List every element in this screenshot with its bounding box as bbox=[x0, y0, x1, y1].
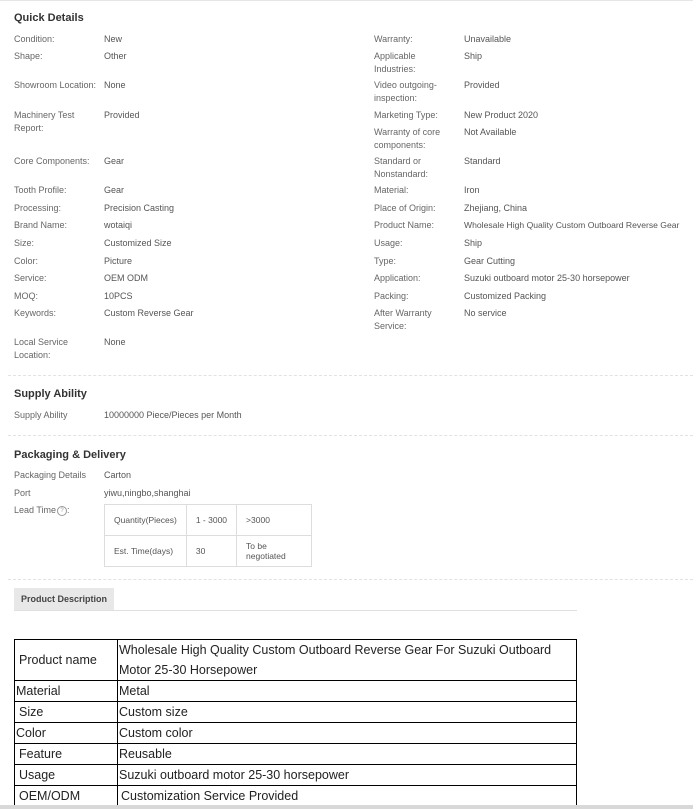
detail-label: After Warranty Service: bbox=[374, 308, 432, 331]
table-key: Feature bbox=[15, 744, 118, 765]
detail-label: Place of Origin: bbox=[374, 203, 436, 213]
detail-label: Size: bbox=[14, 238, 35, 248]
table-key: OEM/ODM bbox=[15, 786, 118, 807]
tab-underline bbox=[14, 610, 577, 611]
table-row bbox=[105, 505, 312, 536]
table-key: Material bbox=[15, 681, 118, 702]
detail-value: Gear bbox=[104, 156, 125, 166]
section-divider bbox=[8, 375, 693, 376]
lead-time-text: Lead Time bbox=[14, 505, 57, 515]
detail-label: Keywords: bbox=[14, 308, 57, 318]
section-divider bbox=[8, 579, 693, 580]
product-description-tab[interactable]: Product Description bbox=[14, 588, 114, 610]
detail-label: Product Name: bbox=[374, 220, 435, 230]
table-cell: To be negotiated bbox=[237, 536, 312, 567]
detail-value: Precision Casting bbox=[104, 203, 175, 213]
detail-label: Machinery Test Report: bbox=[14, 110, 75, 133]
detail-label: Condition: bbox=[14, 34, 55, 44]
table-cell: Est. Time(days) bbox=[105, 536, 187, 567]
table-row bbox=[15, 640, 577, 681]
detail-value: Picture bbox=[104, 256, 133, 266]
detail-value: Suzuki outboard motor 25-30 horsepower bbox=[464, 273, 630, 283]
table-value: Reusable bbox=[118, 744, 577, 765]
table-row bbox=[15, 702, 577, 723]
detail-value: Customized Packing bbox=[464, 291, 547, 301]
lead-time-colon: : bbox=[67, 505, 70, 515]
packaging-details-value: Carton bbox=[104, 470, 132, 480]
table-cell: >3000 bbox=[237, 505, 312, 536]
quick-details-title: Quick Details bbox=[14, 12, 84, 24]
detail-value: Other bbox=[104, 51, 127, 61]
table-value: Suzuki outboard motor 25-30 horsepower bbox=[118, 765, 577, 786]
detail-value: Provided bbox=[464, 80, 500, 90]
detail-value: Wholesale High Quality Custom Outboard Reverse Gear bbox=[464, 220, 680, 230]
detail-label: Packing: bbox=[374, 291, 409, 301]
detail-label: Showroom Location: bbox=[14, 80, 97, 90]
detail-value: Gear Cutting bbox=[464, 256, 516, 266]
supply-ability-label: Supply Ability bbox=[14, 410, 68, 420]
detail-value: OEM ODM bbox=[104, 273, 148, 283]
horizontal-scrollbar[interactable] bbox=[0, 805, 693, 809]
help-icon[interactable]: ? bbox=[57, 506, 67, 516]
table-value: Customization Service Provided bbox=[118, 786, 577, 807]
supply-ability-value: 10000000 Piece/Pieces per Month bbox=[104, 410, 242, 420]
detail-label: Standard or Nonstandard: bbox=[374, 156, 429, 179]
packaging-delivery-title: Packaging & Delivery bbox=[14, 449, 126, 461]
detail-label: Applicable Industries: bbox=[374, 51, 416, 74]
detail-label: Warranty: bbox=[374, 34, 413, 44]
detail-value: wotaiqi bbox=[104, 220, 133, 230]
product-description-table bbox=[14, 639, 577, 807]
table-row bbox=[105, 536, 312, 567]
table-row bbox=[15, 681, 577, 702]
table-cell: 1 - 3000 bbox=[186, 505, 236, 536]
detail-label: Core Components: bbox=[14, 156, 90, 166]
port-value: yiwu,ningbo,shanghai bbox=[104, 488, 191, 498]
detail-value: Ship bbox=[464, 51, 483, 61]
supply-ability-title: Supply Ability bbox=[14, 388, 87, 400]
table-value: Custom size bbox=[118, 702, 577, 723]
detail-value: Gear bbox=[104, 185, 125, 195]
detail-label: Service: bbox=[14, 273, 47, 283]
detail-value: No service bbox=[464, 308, 507, 318]
table-key: Color bbox=[15, 723, 118, 744]
detail-label: Color: bbox=[14, 256, 39, 266]
detail-label: Application: bbox=[374, 273, 421, 283]
detail-value: New bbox=[104, 34, 123, 44]
detail-value: Ship bbox=[464, 238, 483, 248]
table-key: Usage bbox=[15, 765, 118, 786]
table-cell: Quantity(Pieces) bbox=[105, 505, 187, 536]
table-value: Custom color bbox=[118, 723, 577, 744]
detail-value: None bbox=[104, 80, 126, 90]
lead-time-table bbox=[104, 504, 312, 567]
detail-value: Custom Reverse Gear bbox=[104, 308, 194, 318]
table-key: Size bbox=[15, 702, 118, 723]
table-row bbox=[15, 765, 577, 786]
section-divider bbox=[8, 435, 693, 436]
detail-label: Usage: bbox=[374, 238, 403, 248]
detail-label: Video outgoing-inspection: bbox=[374, 80, 437, 103]
table-key: Product name bbox=[15, 640, 118, 681]
top-divider bbox=[0, 0, 693, 1]
table-row bbox=[15, 723, 577, 744]
table-value: Metal bbox=[118, 681, 577, 702]
packaging-details-label: Packaging Details bbox=[14, 470, 87, 480]
detail-value: Zhejiang, China bbox=[464, 203, 528, 213]
detail-label: Warranty of core components: bbox=[374, 127, 441, 150]
detail-label: Tooth Profile: bbox=[14, 185, 67, 195]
table-cell: 30 bbox=[186, 536, 236, 567]
detail-value: New Product 2020 bbox=[464, 110, 539, 120]
detail-value: Customized Size bbox=[104, 238, 172, 248]
lead-time-label bbox=[14, 504, 100, 517]
port-label: Port bbox=[14, 488, 31, 498]
table-row bbox=[15, 786, 577, 807]
detail-label: Marketing Type: bbox=[374, 110, 438, 120]
detail-label: Processing: bbox=[14, 203, 62, 213]
detail-value: Provided bbox=[104, 110, 140, 120]
detail-value: None bbox=[104, 337, 126, 347]
detail-value: Standard bbox=[464, 156, 501, 166]
detail-value: 10PCS bbox=[104, 291, 133, 301]
detail-label: Shape: bbox=[14, 51, 43, 61]
detail-value: Iron bbox=[464, 185, 480, 195]
table-row bbox=[15, 744, 577, 765]
detail-label: Material: bbox=[374, 185, 409, 195]
detail-value: Not Available bbox=[464, 127, 517, 137]
detail-label: Type: bbox=[374, 256, 397, 266]
detail-label: Local Service Location: bbox=[14, 337, 69, 360]
detail-label: Brand Name: bbox=[14, 220, 68, 230]
table-value: Wholesale High Quality Custom Outboard Reverse Gear For Suzuki Outboard Motor 25-30 Horsepower bbox=[118, 640, 577, 681]
detail-value: Unavailable bbox=[464, 34, 512, 44]
detail-label: MOQ: bbox=[14, 291, 38, 301]
